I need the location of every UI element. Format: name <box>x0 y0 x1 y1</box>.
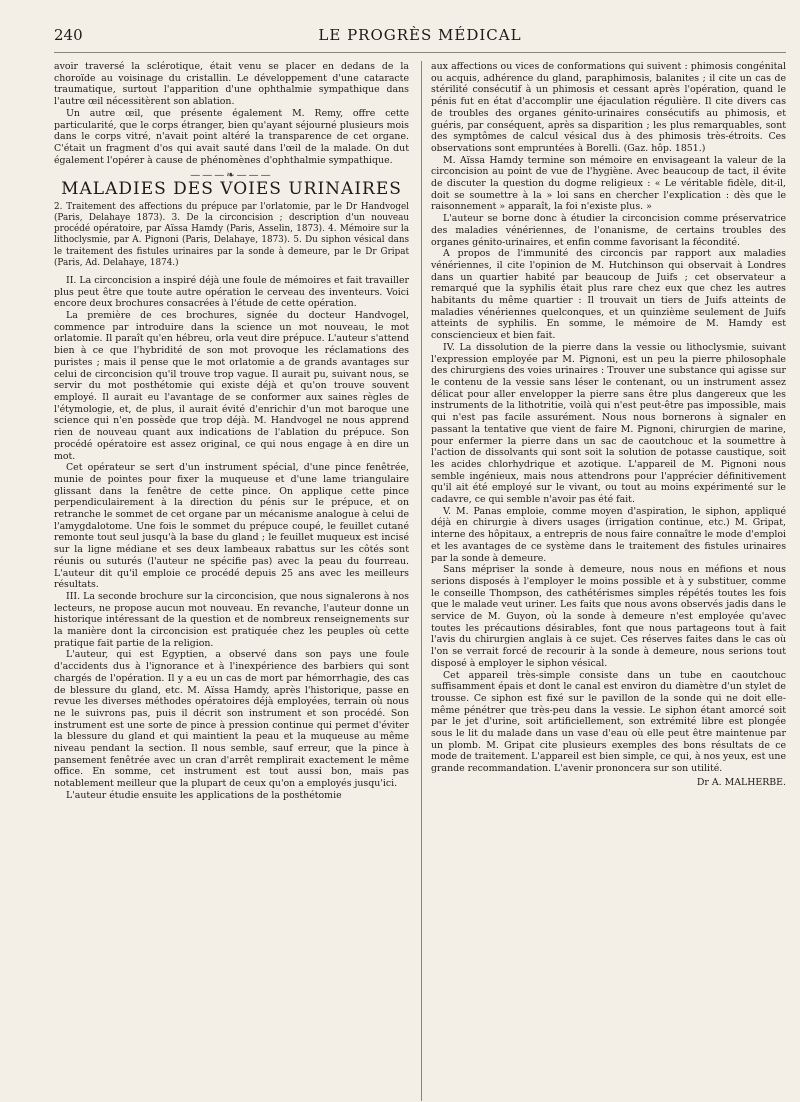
paragraph: avoir traversé la sclérotique, était venu se placer en dedans de la choroïde au voisinage du cristallin. Le développement d'une cataracte traumatique, surtout l'apparition d'une ophthalmie sympathique dans l'autre œil nécessitèrent son ablation. <box>54 61 409 108</box>
page-number: 240 <box>54 26 83 44</box>
two-column-body <box>54 61 786 1101</box>
paragraph: Un autre œil, que présente également M. Remy, offre cette particularité, que le corps étranger, bien qu'ayant séjourné plusieurs mois dans le corps vitré, n'avait point altéré la transparence de cet organe. C'était un fragment d'os qui avait sauté dans l'œil de la malade. On dut également l'opérer à cause de phénomènes d'ophthalmie sympathique. <box>54 107 409 166</box>
journal-title: LE PROGRÈS MÉDICAL <box>318 26 522 44</box>
paragraph: Sans mépriser la sonde à demeure, nous nous en méfions et nous serions disposés à l'employer le moins possible et à y substituer, comme le conseille Thompson, des cathétérismes simples répétés toutes les fois que le malade veut uriner. Les faits que nous avons observés jadis dans le service de M. Guyon, où la sonde à demeure n'est employée qu'avec toutes les précautions désirables, font que nous partageons tout à fait l'avis du chirurgien anglais à ce sujet. Ces réserves faites dans le cas où l'on se verrait forcé de recourir à la sonde à demeure, nous serions tout disposé à employer le siphon vésical. <box>431 564 786 669</box>
paragraph: aux affections ou vices de conformations qui suivent : phimosis congénital ou acquis, adhérence du gland, paraphimosis, balanites ; il cite un cas de stérilité consécutif à un phimosis et cessant après l'opération, quand le pénis fut en état d'accomplir une éjaculation régulière. Il cite divers cas de troubles des organes génito-urinaires consécutifs au phimosis, et guéris, par conséquent, après sa disparition ; les plus remarquables, sont des symptômes de calcul vésical dus à des phimosis très-étroits. Ces observations sont empruntées à Borelli. (Gaz. hôp. 1851.) <box>431 61 786 154</box>
paragraph: III. La seconde brochure sur la circoncision, que nous signalerons à nos lecteurs, ne propose aucun mot nouveau. En revanche, l'auteur donne un historique intéressant de la question et de nombreux renseignements sur la manière dont la circoncision est pratiquée chez les peuples où cette pratique fait partie de la religion. <box>54 590 409 649</box>
paragraph: L'auteur se borne donc à étudier la circoncision comme préservatrice des maladies vénériennes, de l'onanisme, de certains troubles des organes génito-urinaires, et enfin comme favorisant la fécondité. <box>431 213 786 248</box>
paragraph: Cet appareil très-simple consiste dans un tube en caoutchouc suffisamment épais et dont le canal est environ du diamètre d'un stylet de trousse. Ce siphon est fixé sur le pavillon de la sonde qui ne doit elle-même pénétrer que très-peu dans la vessie. Le siphon étant amorcé soit par le jet d'urine, soit artificiellement, son extrémité libre est plongée sous le lit du malade dans un vase d'eau où elle peut être maintenue par un plomb. M. Gripat cite plusieurs exemples des bons résultats de ce mode de traitement. L'appareil est bien simple, ce qui, à nos yeux, est une grande recommandation. L'avenir prononcera sur son utilité. <box>431 669 786 775</box>
paragraph: V. M. Panas emploie, comme moyen d'aspiration, le siphon, appliqué déjà en chirurgie à divers usages (irrigation continue, etc.) M. Gripat, interne des hôpitaux, a entrepris de nous faire connaître le mode d'emploi et les avantages de ce système dans le traitement des fistules urinaires par la sonde à demeure. <box>431 505 786 564</box>
paragraph: II. La circoncision a inspiré déjà une foule de mémoires et fait travailler plus peut être que toute autre opération le cerveau des inventeurs. Voici encore deux brochures consacrées à l'étude de cette opération. <box>54 274 409 310</box>
left-column <box>54 61 409 1101</box>
section-title: MALADIES DES VOIES URINAIRES <box>61 179 402 200</box>
paragraph: IV. La dissolution de la pierre dans la vessie ou lithoclysmie, suivant l'expression employée par M. Pignoni, est un peu la pierre philosophale des chirurgiens des voies urinaires : Trouver une substance qui agisse sur le contenu de la vessie sans léser le contenant, ou un instrument assez délicat pour aller envelopper la pierre sans être plus dangereux que les instruments de la lithotritie, voilà qui n'est peut-être pas impossible, mais qui n'est pas facile assurément. Nous nous bornerons à signaler en passant la tentative que vient de faire M. Pignoni, chirurgien de marine, pour enfermer la pierre dans un sac de caoutchouc et la soumettre à l'action de dissolvants qui sont soit la solution de potasse caustique, soit les acides chlorhydrique et azotique. L'appareil de M. Pignoni nous semble ingénieux, mais nous attendrons pour l'apprécier définitivement qu'il ait été employé sur le vivant, ou tout au moins expérimenté sur le cadavre, ce qui semble n'avoir pas été fait. <box>431 341 786 506</box>
paragraph: M. Aïssa Hamdy termine son mémoire en envisageant la valeur de la circoncision au point de vue de l'hygiène. Avec beaucoup de tact, il évite de discuter la question du dogme religieux : « Le véritable fidèle, dit-il, doit se soumettre à la » loi sans en chercher l'explication : dès que le raisonnement » apparaît, la foi n'existe plus. » <box>431 154 786 213</box>
paragraph: L'auteur étudie ensuite les applications de la posthétomie <box>66 789 342 801</box>
ornamental-divider: ———❧——— <box>190 170 273 182</box>
running-header <box>54 26 786 53</box>
author-signature: Dr A. MALHERBE. <box>696 776 786 788</box>
bibliography-text: 2. Traitement des affections du prépuce par l'orlatomie, par le Dr Handvogel (Paris, Delahaye 1873). 3. De la circoncision ; description d'un nouveau procédé opératoire, par Aïssa Hamdy (Paris, Asselin, 1873). 4. Mémoire sur la lithoclysmie, par A. Pignoni (Paris, Delahaye, 1873). 5. Du siphon vésical dans le traitement des fistules urinaires par la sonde à demeure, par le Dr Gripat (Paris, Ad. Delahaye, 1874.) <box>54 201 409 268</box>
right-column <box>421 61 786 1101</box>
paragraph: A propos de l'immunité des circoncis par rapport aux maladies vénériennes, il cite l'opinion de M. Hutchinson qui observait à Londres dans un quartier habité par beaucoup de Juifs ; cet observateur a remarqué que la syphilis était plus rare chez eux que chez les autres habitants du même quartier : Il trouvait un tiers de Juifs atteints de maladies vénériennes quelconques, et un quinzième seulement de Juifs atteints de syphilis. En somme, le mémoire de M. Hamdy est consciencieux et bien fait. <box>431 248 786 342</box>
paragraph: L'auteur, qui est Egyptien, a observé dans son pays une foule d'accidents dus à l'ignorance et à l'inexpérience des barbiers qui sont chargés de l'opération. Il y a eu un cas de mort par hémorrhagie, des cas de blessure du gland, etc. M. Aïssa Hamdy, après l'historique, passe en revue les diverses méthodes opératoires déjà employées, terrain où nous ne le suivrons pas, puis il décrit son instrument et son procédé. Son instrument est une sorte de pince à pression continue qui permet d'éviter la blessure du gland et qui maintient la peau et la muqueuse au même niveau pendant la section. Il nous semble, sauf erreur, que la pince à pansement fenêtrée avec un cran d'arrêt remplirait exactement le même office. En somme, cet instrument est tout aussi bon, mais pas notablement meilleur que la plupart de ceux qu'on a employés jusqu'ici. <box>54 649 409 790</box>
paragraph: Cet opérateur se sert d'un instrument spécial, d'une pince fenêtrée, munie de pointes pour fixer la muqueuse et d'une lame triangulaire glissant dans la fenêtre de cette pince. On applique cette pince perpendiculairement à la direction du pénis sur le prépuce, et on retranche le sommet de cet organe par un mécanisme analogue à celui de l'amygdalotome. Une fois le sommet du prépuce coupé, le feuillet cutané remonte tout seul jusqu'à la base du gland ; le feuillet muqueux est incisé sur la ligne médiane et ses deux lambeaux rabattus sur les côtés sont réunis ou suturés (l'auteur ne spécifie pas) avec la peau du fourreau. L'auteur dit qu'il emploie ce procédé depuis 25 ans avec les meilleurs résultats. <box>54 462 409 591</box>
bibliography-block <box>54 202 409 269</box>
paragraph: La première de ces brochures, signée du docteur Handvogel, commence par introduire dans la science un mot nouveau, le mot orlatomie. Il paraît qu'en hébreu, orla veut dire prépuce. L'auteur s'attend bien à ce que l'hybridité de son mot provoque les réclamations des puristes ; mais il pense que le mot orlatomie a de grands avantages sur celui de circoncision qu'il trouve trop vague. Il aurait pu, suivant nous, se servir du mot posthétomie qui existe déjà et qu'on trouve souvent employé. Il aurait eu l'avantage de se conformer aux saines règles de l'étymologie, et, de plus, il aurait évité d'enrichir d'un mot baroque une science qui n'en possède que trop déjà. M. Handvogel ne nous apprend rien de nouveau quant aux indications de l'ablation du prépuce. Son procédé opératoire est assez original, ce qui nous engage à en dire un mot. <box>54 310 409 462</box>
